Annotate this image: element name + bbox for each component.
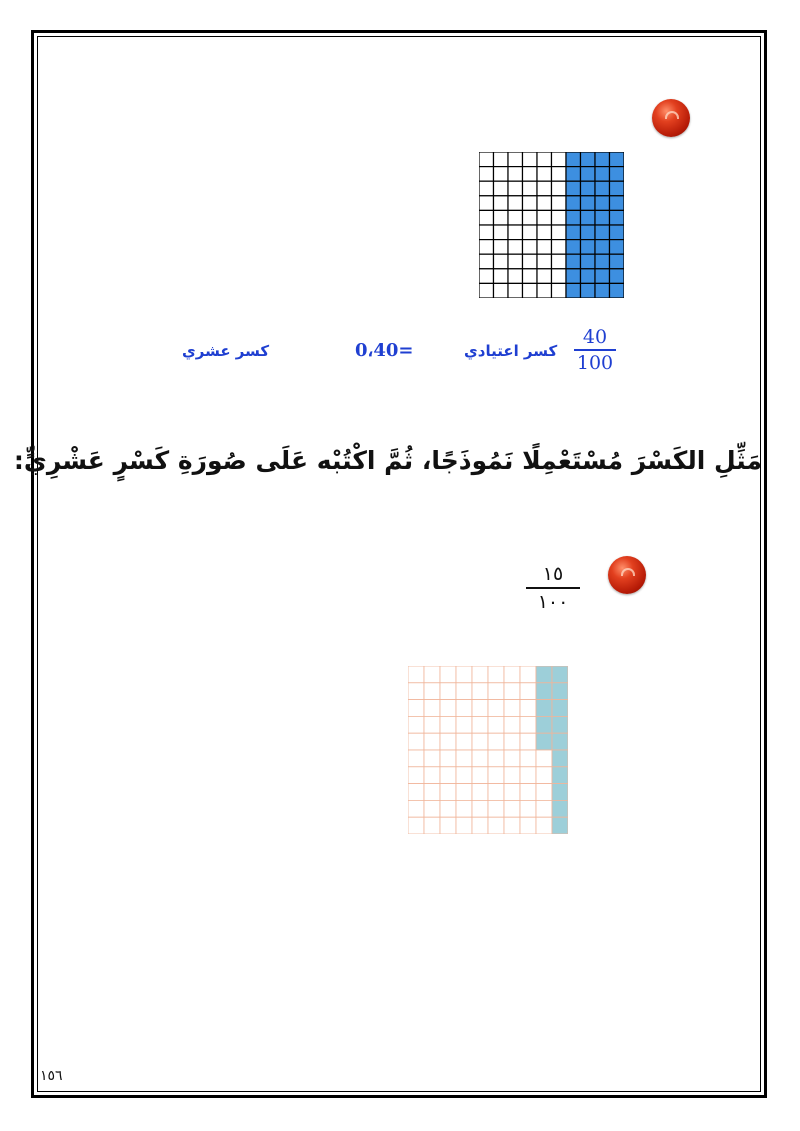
grid-cell-shaded <box>566 152 581 167</box>
grid-cell <box>537 196 552 211</box>
grid-cell <box>408 817 424 834</box>
grid-cell-shaded <box>581 240 596 255</box>
grid-cell <box>472 784 488 801</box>
grid-cell-shaded <box>610 283 625 298</box>
grid-cell <box>472 750 488 767</box>
fraction-bar <box>574 349 616 351</box>
grid-cell <box>472 716 488 733</box>
grid-cell <box>456 683 472 700</box>
grid-cell <box>537 269 552 284</box>
grid-cell <box>552 181 567 196</box>
grid-cell <box>456 800 472 817</box>
grid-cell-shaded <box>536 683 552 700</box>
grid-cell <box>456 700 472 717</box>
example-hundred-grid <box>479 152 624 298</box>
grid-cell <box>479 167 494 182</box>
grid-cell-shaded <box>552 767 568 784</box>
grid-cell-shaded <box>581 167 596 182</box>
grid-cell-shaded <box>566 283 581 298</box>
grid-cell <box>536 800 552 817</box>
grid-cell-shaded <box>552 784 568 801</box>
grid-cell-shaded <box>610 254 625 269</box>
grid-cell <box>408 733 424 750</box>
grid-cell <box>488 666 504 683</box>
example-fraction <box>574 326 616 374</box>
grid-cell <box>536 817 552 834</box>
grid-cell <box>494 167 509 182</box>
grid-cell-shaded <box>581 225 596 240</box>
grid-cell-shaded <box>610 225 625 240</box>
grid-cell-shaded <box>536 700 552 717</box>
grid-cell <box>488 733 504 750</box>
grid-cell <box>504 733 520 750</box>
grid-cell <box>440 700 456 717</box>
grid-cell <box>408 700 424 717</box>
grid-cell <box>488 767 504 784</box>
grid-cell-shaded <box>552 666 568 683</box>
grid-cell <box>408 750 424 767</box>
decimal-value: 0،40= <box>355 340 414 361</box>
instruction-text: مَثِّلِ الكَسْرَ مُسْتَعْمِلًا نَمُوذَجًا، ثُمَّ اكْتُبْه عَلَى صُورَةِ كَسْرٍ عَشْرِيٍّ: <box>13 446 762 475</box>
decimal-fraction-label: كسر عشري <box>182 342 270 360</box>
grid-cell <box>552 254 567 269</box>
exercise-fraction-denominator: ١٠٠ <box>537 591 569 613</box>
grid-cell-shaded <box>610 240 625 255</box>
grid-cell <box>494 254 509 269</box>
grid-cell <box>479 225 494 240</box>
grid-cell-shaded <box>595 254 610 269</box>
page-number: ١٥٦ <box>40 1068 63 1084</box>
grid-cell <box>488 800 504 817</box>
grid-cell-shaded <box>536 716 552 733</box>
grid-cell <box>494 225 509 240</box>
grid-cell <box>523 283 538 298</box>
grid-cell <box>488 817 504 834</box>
grid-cell <box>523 152 538 167</box>
grid-cell <box>479 210 494 225</box>
grid-cell <box>508 240 523 255</box>
common-fraction-label: كسر اعتيادي <box>464 342 558 360</box>
grid-cell-shaded <box>566 225 581 240</box>
grid-cell <box>504 700 520 717</box>
grid-cell <box>504 750 520 767</box>
grid-cell <box>537 283 552 298</box>
grid-cell <box>523 196 538 211</box>
grid-cell <box>440 784 456 801</box>
grid-cell <box>424 666 440 683</box>
grid-cell-shaded <box>595 283 610 298</box>
grid-cell <box>494 240 509 255</box>
grid-cell <box>456 817 472 834</box>
exercise-hundred-grid[interactable] <box>408 666 568 834</box>
grid-cell <box>424 700 440 717</box>
grid-cell <box>508 196 523 211</box>
grid-cell <box>440 716 456 733</box>
example-bullet-icon <box>652 99 690 137</box>
grid-cell <box>537 181 552 196</box>
grid-cell <box>508 254 523 269</box>
grid-cell <box>440 683 456 700</box>
grid-cell-shaded <box>566 240 581 255</box>
page-border-inner <box>13 36 762 1092</box>
grid-cell <box>472 666 488 683</box>
grid-cell <box>508 283 523 298</box>
grid-cell-shaded <box>581 210 596 225</box>
grid-cell <box>472 683 488 700</box>
grid-cell <box>520 700 536 717</box>
grid-cell <box>408 716 424 733</box>
grid-cell <box>472 800 488 817</box>
grid-cell-shaded <box>610 269 625 284</box>
grid-cell <box>424 817 440 834</box>
grid-cell-shaded <box>581 152 596 167</box>
grid-cell-shaded <box>610 210 625 225</box>
grid-cell-shaded <box>552 750 568 767</box>
grid-cell-shaded <box>595 225 610 240</box>
grid-cell <box>472 700 488 717</box>
grid-cell <box>520 784 536 801</box>
grid-cell <box>537 254 552 269</box>
grid-cell <box>537 152 552 167</box>
grid-cell <box>408 683 424 700</box>
grid-cell <box>440 817 456 834</box>
grid-cell <box>504 683 520 700</box>
grid-cell <box>424 750 440 767</box>
grid-cell <box>440 666 456 683</box>
grid-cell-shaded <box>595 152 610 167</box>
grid-cell <box>508 225 523 240</box>
grid-cell <box>494 196 509 211</box>
grid-cell <box>552 210 567 225</box>
example-fraction-denominator: 100 <box>576 351 614 374</box>
grid-cell <box>504 800 520 817</box>
grid-cell <box>488 683 504 700</box>
grid-cell <box>488 700 504 717</box>
grid-cell <box>552 167 567 182</box>
grid-cell-shaded <box>566 269 581 284</box>
grid-cell <box>536 767 552 784</box>
grid-cell <box>440 800 456 817</box>
grid-cell-shaded <box>566 181 581 196</box>
grid-cell <box>479 283 494 298</box>
grid-cell-shaded <box>552 800 568 817</box>
grid-cell <box>408 767 424 784</box>
grid-cell <box>504 767 520 784</box>
grid-cell <box>523 254 538 269</box>
grid-cell-shaded <box>536 733 552 750</box>
grid-cell <box>504 666 520 683</box>
grid-cell-shaded <box>581 181 596 196</box>
grid-cell <box>508 152 523 167</box>
grid-cell <box>552 225 567 240</box>
grid-cell <box>440 767 456 784</box>
grid-cell <box>552 196 567 211</box>
grid-cell <box>520 683 536 700</box>
grid-cell <box>494 210 509 225</box>
grid-cell <box>440 733 456 750</box>
grid-cell-shaded <box>566 167 581 182</box>
fraction-bar <box>526 587 580 589</box>
grid-cell <box>456 666 472 683</box>
grid-cell <box>479 196 494 211</box>
grid-cell <box>424 683 440 700</box>
grid-cell <box>408 666 424 683</box>
grid-cell <box>472 767 488 784</box>
grid-cell <box>408 784 424 801</box>
grid-cell <box>424 784 440 801</box>
grid-cell <box>552 240 567 255</box>
grid-cell <box>537 210 552 225</box>
grid-cell <box>456 784 472 801</box>
grid-cell <box>424 733 440 750</box>
grid-cell-shaded <box>595 196 610 211</box>
grid-cell-shaded <box>566 196 581 211</box>
grid-cell <box>504 784 520 801</box>
example-fraction-numerator: 40 <box>582 326 608 348</box>
grid-cell <box>536 784 552 801</box>
grid-cell-shaded <box>610 181 625 196</box>
grid-cell <box>456 716 472 733</box>
grid-cell <box>494 283 509 298</box>
grid-cell <box>537 167 552 182</box>
grid-cell <box>472 817 488 834</box>
grid-cell <box>504 716 520 733</box>
grid-cell <box>508 167 523 182</box>
grid-cell <box>537 225 552 240</box>
exercise-fraction-numerator: ١٥ <box>542 563 564 585</box>
grid-cell <box>523 225 538 240</box>
grid-cell <box>552 152 567 167</box>
grid-cell <box>520 817 536 834</box>
grid-cell <box>520 767 536 784</box>
grid-cell <box>494 181 509 196</box>
grid-cell <box>523 240 538 255</box>
grid-cell-shaded <box>581 283 596 298</box>
grid-cell <box>494 152 509 167</box>
grid-cell <box>552 269 567 284</box>
grid-cell-shaded <box>595 210 610 225</box>
grid-cell <box>536 750 552 767</box>
grid-cell-shaded <box>552 733 568 750</box>
grid-cell <box>488 716 504 733</box>
grid-cell-shaded <box>610 167 625 182</box>
grid-cell <box>523 181 538 196</box>
exercise-bullet-icon <box>608 556 646 594</box>
grid-cell <box>479 240 494 255</box>
grid-cell-shaded <box>581 196 596 211</box>
exercise-fraction <box>526 563 580 613</box>
grid-cell-shaded <box>552 683 568 700</box>
grid-cell <box>508 181 523 196</box>
grid-cell <box>440 750 456 767</box>
grid-cell <box>523 167 538 182</box>
grid-cell <box>508 210 523 225</box>
grid-cell <box>508 269 523 284</box>
grid-cell <box>537 240 552 255</box>
grid-cell <box>488 750 504 767</box>
grid-cell-shaded <box>566 254 581 269</box>
grid-cell-shaded <box>552 817 568 834</box>
grid-cell <box>494 269 509 284</box>
grid-cell <box>523 210 538 225</box>
grid-cell-shaded <box>566 210 581 225</box>
grid-cell <box>520 800 536 817</box>
grid-cell-shaded <box>552 700 568 717</box>
grid-cell <box>456 750 472 767</box>
grid-cell <box>479 181 494 196</box>
grid-cell-shaded <box>610 196 625 211</box>
grid-cell <box>424 716 440 733</box>
grid-cell-shaded <box>595 181 610 196</box>
grid-cell-shaded <box>552 716 568 733</box>
grid-cell <box>424 800 440 817</box>
grid-cell <box>520 666 536 683</box>
grid-cell <box>408 800 424 817</box>
grid-cell-shaded <box>581 269 596 284</box>
grid-cell-shaded <box>595 240 610 255</box>
grid-cell <box>520 733 536 750</box>
grid-cell <box>479 269 494 284</box>
grid-cell <box>523 269 538 284</box>
grid-cell <box>472 733 488 750</box>
grid-cell <box>456 733 472 750</box>
grid-cell <box>520 750 536 767</box>
grid-cell <box>479 254 494 269</box>
grid-cell <box>520 716 536 733</box>
grid-cell-shaded <box>595 269 610 284</box>
grid-cell <box>488 784 504 801</box>
grid-cell <box>456 767 472 784</box>
grid-cell <box>424 767 440 784</box>
grid-cell-shaded <box>581 254 596 269</box>
grid-cell <box>504 817 520 834</box>
grid-cell-shaded <box>610 152 625 167</box>
grid-cell-shaded <box>536 666 552 683</box>
grid-cell <box>552 283 567 298</box>
grid-cell-shaded <box>595 167 610 182</box>
grid-cell <box>479 152 494 167</box>
